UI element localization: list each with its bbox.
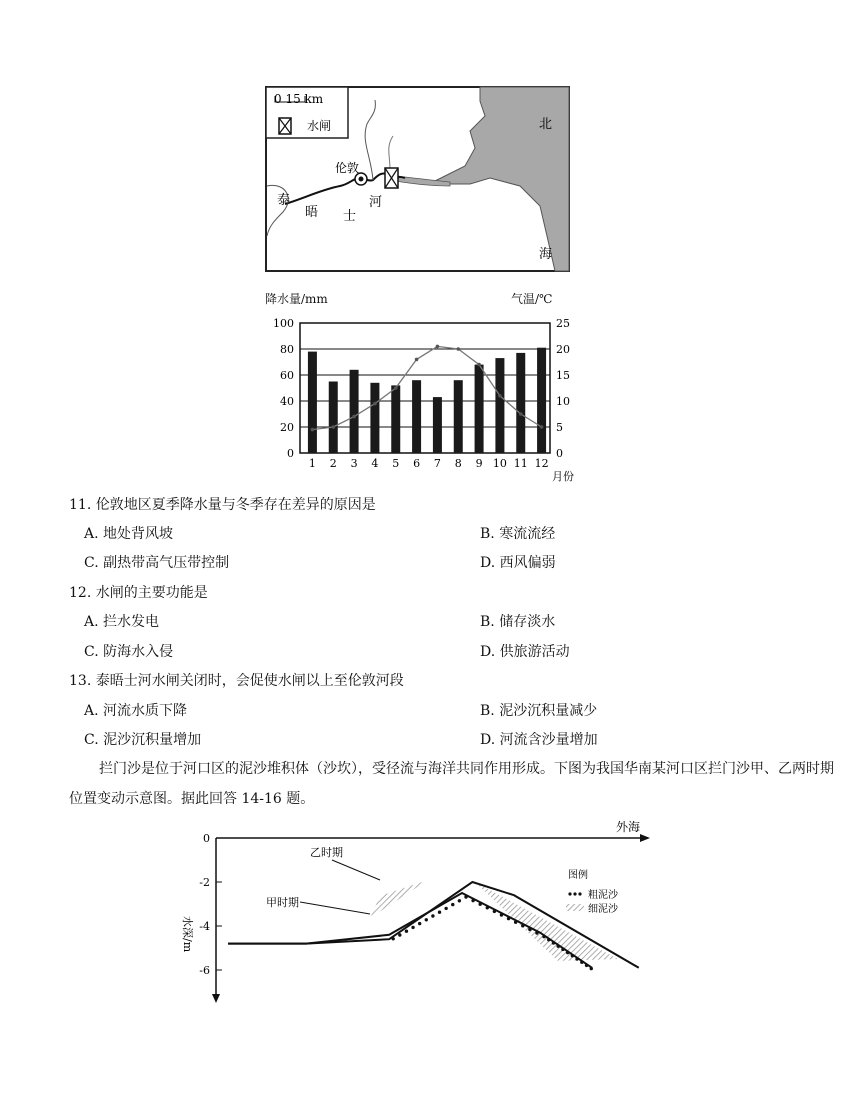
q11-option-b[interactable]: B. 寒流流经 (480, 526, 556, 542)
sand-x-label: 外海 (616, 820, 641, 834)
climate-xtick: 7 (433, 457, 441, 470)
passage-14-16: 拦门沙是位于河口区的泥沙堆积体（沙坎），受径流与海洋共同作用形成。下图为我国华南某河口区拦门沙甲、乙两时期位置变动示意图。据此回答 14-16 题。 (69, 761, 834, 807)
coarse-dot (521, 924, 524, 927)
coarse-dot (535, 931, 538, 934)
climate-chart (255, 308, 595, 483)
sand-ytick-label: -4 (199, 920, 210, 933)
precip-bar (537, 348, 546, 453)
sandbar-chart (170, 816, 670, 1006)
sea-char-2: 海 (539, 247, 553, 262)
climate-ytick-right: 25 (556, 317, 570, 330)
precip-bar (495, 358, 504, 453)
q13-option-b[interactable]: B. 泥沙沉积量减少 (480, 703, 598, 719)
question-11: 11. 伦敦地区夏季降水量与冬季存在差异的原因是 (69, 497, 376, 513)
climate-xtick: 2 (329, 457, 337, 470)
sand-legend-fine: 细泥沙 (588, 904, 618, 915)
q12-option-b[interactable]: B. 储存淡水 (480, 614, 556, 630)
q12-option-c[interactable]: C. 防海水入侵 (84, 644, 174, 660)
coarse-dot (556, 945, 559, 948)
question-13: 13. 泰晤士河水闸关闭时，会促使水闸以上至伦敦河段 (69, 673, 404, 689)
precip-bar (475, 365, 484, 453)
sand-legend-title: 图例 (568, 870, 588, 881)
climate-ytick-left: 80 (280, 343, 294, 356)
coarse-dot (405, 930, 408, 933)
coarse-dot (590, 967, 593, 970)
q11-option-d[interactable]: D. 西风偏弱 (480, 555, 556, 571)
q12-option-d[interactable]: D. 供旅游活动 (480, 644, 570, 660)
precip-bar (454, 380, 463, 453)
precip-bar (350, 370, 359, 453)
coarse-dot (575, 957, 578, 960)
sand-legend-coarse: 粗泥沙 (588, 890, 618, 901)
climate-xlabel: 月份 (552, 470, 574, 483)
label-period-b: 乙时期 (310, 846, 343, 859)
city-label: 伦敦 (335, 161, 360, 175)
temperature-point (415, 358, 419, 362)
coarse-dot (425, 918, 428, 921)
sand-ytick-label: -6 (199, 964, 210, 977)
temperature-point (540, 425, 544, 429)
coarse-dot (411, 926, 414, 929)
coarse-dot (552, 941, 555, 944)
climate-xtick: 5 (392, 457, 400, 470)
precip-bar (308, 352, 317, 453)
temperature-line (312, 346, 541, 429)
coarse-dot (398, 933, 401, 936)
temperature-point (352, 415, 356, 419)
q13-option-c[interactable]: C. 泥沙沉积量增加 (84, 732, 202, 748)
coarse-dot (392, 937, 395, 940)
climate-xtick: 9 (475, 457, 483, 470)
climate-xtick: 10 (492, 457, 507, 470)
climate-ytick-right: 0 (556, 447, 563, 460)
coarse-dot (493, 910, 496, 913)
coarse-dot (486, 906, 489, 909)
coarse-dot (514, 921, 517, 924)
sand-y-arrow-icon (212, 994, 220, 1003)
coarse-dot (566, 951, 569, 954)
climate-ytick-left: 40 (280, 395, 294, 408)
scale-label: 0 15 km (274, 92, 324, 106)
climate-ytick-right: 10 (556, 395, 570, 408)
precip-bar (329, 382, 338, 454)
coarse-legend-icon (568, 892, 581, 895)
coarse-dot (528, 928, 531, 931)
coarse-dot (451, 903, 454, 906)
climate-xtick: 12 (534, 457, 549, 470)
climate-ylabel-right: 气温/℃ (511, 292, 553, 306)
temperature-point (394, 386, 398, 390)
sand-ytick-label: 0 (203, 832, 210, 845)
fine-sediment-b (370, 880, 428, 918)
climate-xtick: 6 (413, 457, 421, 470)
sand-ytick-label: -2 (199, 876, 210, 889)
thames-map (265, 86, 571, 272)
temperature-point (331, 425, 335, 429)
coarse-dot (478, 903, 481, 906)
sand-x-arrow-icon (640, 834, 650, 842)
coarse-dot (507, 917, 510, 920)
climate-ytick-left: 0 (287, 447, 294, 460)
river-char-1: 泰 (277, 193, 291, 208)
climate-ytick-left: 100 (273, 317, 294, 330)
coarse-dot (547, 938, 550, 941)
temperature-point (373, 402, 377, 406)
coarse-dot (418, 922, 421, 925)
climate-ytick-left: 20 (280, 421, 294, 434)
sluice-icon (385, 168, 398, 188)
climate-ytick-right: 5 (556, 421, 563, 434)
coarse-dot (431, 914, 434, 917)
climate-xtick: 3 (350, 457, 358, 470)
climate-ylabel-left: 降水量/mm (265, 292, 328, 306)
precip-bar (433, 397, 442, 453)
coarse-dot (542, 935, 545, 938)
sluice-legend-label: 水闸 (307, 119, 332, 133)
temperature-point (311, 428, 315, 432)
fine-legend-icon (566, 904, 584, 911)
temperature-point (519, 412, 523, 416)
q12-option-a[interactable]: A. 拦水发电 (84, 614, 160, 630)
label-period-a: 甲时期 (266, 896, 299, 909)
q13-option-d[interactable]: D. 河流含沙量增加 (480, 732, 598, 748)
coarse-dot (464, 895, 467, 898)
climate-xtick: 1 (308, 457, 316, 470)
coarse-dot (500, 913, 503, 916)
sand-y-label: 水深/m (181, 916, 194, 953)
river-char-4: 河 (369, 195, 383, 210)
precip-bar (412, 380, 421, 453)
precip-bar (391, 385, 400, 453)
sea-char-1: 北 (539, 117, 553, 132)
temperature-point (436, 345, 440, 349)
coarse-dot (585, 964, 588, 967)
climate-ytick-right: 20 (556, 343, 570, 356)
coarse-dot (580, 961, 583, 964)
coarse-dot (444, 907, 447, 910)
river-char-3: 士 (343, 209, 357, 224)
precip-bar (516, 353, 525, 453)
coarse-dot (571, 954, 574, 957)
question-12: 12. 水闸的主要功能是 (69, 585, 208, 601)
temperature-point (477, 363, 481, 367)
temperature-point (456, 347, 460, 351)
river-char-2: 晤 (305, 205, 319, 220)
climate-xtick: 4 (371, 457, 379, 470)
climate-ytick-right: 15 (556, 369, 570, 382)
climate-xtick: 8 (454, 457, 462, 470)
temperature-point (498, 394, 502, 398)
coarse-dot (438, 911, 441, 914)
precip-bar (370, 383, 379, 453)
q11-option-c[interactable]: C. 副热带高气压带控制 (84, 555, 230, 571)
q11-option-a[interactable]: A. 地处背风坡 (84, 526, 174, 542)
coarse-dot (458, 899, 461, 902)
sluice-legend-icon (279, 118, 291, 134)
coarse-dot (471, 899, 474, 902)
climate-xtick: 11 (513, 457, 528, 470)
coarse-dot (561, 948, 564, 951)
q13-option-a[interactable]: A. 河流水质下降 (84, 703, 188, 719)
climate-ytick-left: 60 (280, 369, 294, 382)
